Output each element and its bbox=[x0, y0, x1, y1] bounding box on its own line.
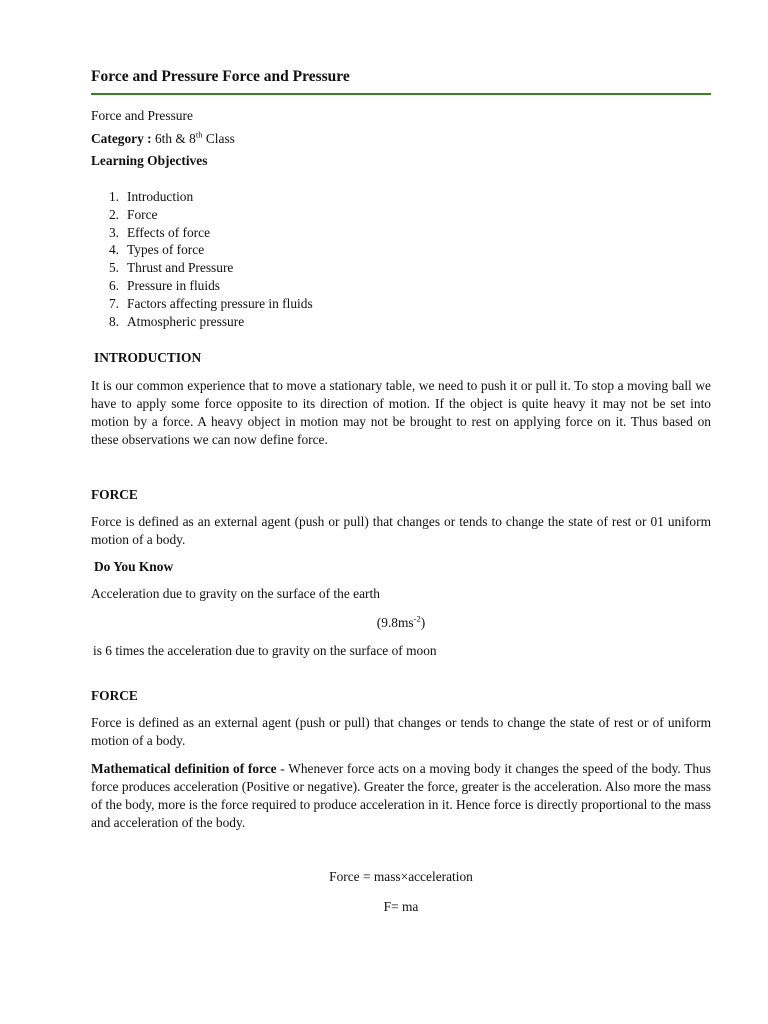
math-definition-text: - Whenever force acts on a moving body it changes the speed of the body. Thus force produces acceleration (Positive or negative). Greater the force, greater is the acceleration. Also more the mass of the body, more is the force required to produce acceleration in it. Hence force is directly proportional to the mass and acceleration of the body. bbox=[91, 761, 711, 830]
do-you-know-line: Acceleration due to gravity on the surface of the earth bbox=[91, 586, 380, 601]
list-text: Effects of force bbox=[127, 224, 211, 240]
list-number: 7. bbox=[108, 295, 119, 311]
list-item bbox=[91, 241, 491, 259]
gravity-value-pre: (9.8ms bbox=[376, 615, 414, 630]
objectives-heading: Learning Objectives bbox=[91, 153, 208, 168]
gravity-value-sup: -2 bbox=[413, 613, 421, 624]
do-you-know-heading: Do You Know bbox=[94, 559, 174, 574]
category-value-pre: 6th & 8 bbox=[151, 131, 196, 146]
objectives-list bbox=[91, 188, 491, 330]
list-text: Types of force bbox=[127, 242, 205, 258]
introduction-paragraph: It is our common experience that to move a stationary table, we need to push it or pull it. To stop a moving ball we have to apply some force opposite to its direction of motion. If the object is quite heavy it may not be set into motion by a force. A heavy object in motion may not be brought to rest on applying force on it. Thus based on these observations we can now define force. bbox=[91, 378, 711, 447]
force-heading: FORCE bbox=[91, 487, 138, 502]
title-underline bbox=[91, 93, 711, 95]
category-value-sup: th bbox=[195, 129, 203, 140]
list-item bbox=[91, 295, 491, 313]
category-line bbox=[91, 130, 235, 148]
force-definition-paragraph: Force is defined as an external agent (push or pull) that changes or tends to change the state of rest or of uniform motion of a body. bbox=[91, 715, 711, 748]
category-label: Category : bbox=[91, 131, 152, 146]
list-item bbox=[91, 259, 491, 277]
subtitle: Force and Pressure bbox=[91, 108, 193, 123]
force-definition-paragraph: Force is defined as an external agent (push or pull) that changes or tends to change the state of rest or 01 uniform motion of a body. bbox=[91, 514, 711, 547]
formula-line: Force = mass×acceleration bbox=[329, 869, 473, 884]
list-text: Thrust and Pressure bbox=[127, 260, 234, 276]
list-item bbox=[91, 206, 491, 224]
list-number: 8. bbox=[108, 313, 119, 329]
list-item bbox=[91, 313, 491, 331]
force-heading: FORCE bbox=[91, 688, 138, 703]
do-you-know-line: is 6 times the acceleration due to gravity on the surface of moon bbox=[93, 643, 437, 658]
list-number: 2. bbox=[108, 206, 119, 222]
list-number: 5. bbox=[108, 260, 119, 276]
formula-line: F= ma bbox=[383, 899, 419, 914]
list-text: Force bbox=[127, 206, 158, 222]
list-item bbox=[91, 224, 491, 242]
list-number: 4. bbox=[108, 242, 119, 258]
list-text: Atmospheric pressure bbox=[127, 313, 245, 329]
math-definition-label: Mathematical definition of force bbox=[91, 761, 277, 776]
list-text: Introduction bbox=[127, 189, 194, 204]
math-definition-paragraph bbox=[91, 760, 711, 832]
list-text: Factors affecting pressure in fluids bbox=[127, 295, 313, 311]
gravity-value bbox=[91, 614, 711, 632]
list-number: 6. bbox=[108, 277, 119, 293]
document-title: Force and Pressure Force and Pressure bbox=[91, 68, 350, 85]
introduction-heading: INTRODUCTION bbox=[94, 350, 202, 365]
list-text: Pressure in fluids bbox=[127, 277, 220, 293]
gravity-value-post: ) bbox=[420, 615, 426, 630]
list-number: 3. bbox=[108, 224, 119, 240]
list-item bbox=[91, 188, 491, 206]
list-item bbox=[91, 277, 491, 295]
list-number: 1. bbox=[108, 189, 119, 204]
category-value-post: Class bbox=[202, 131, 235, 146]
